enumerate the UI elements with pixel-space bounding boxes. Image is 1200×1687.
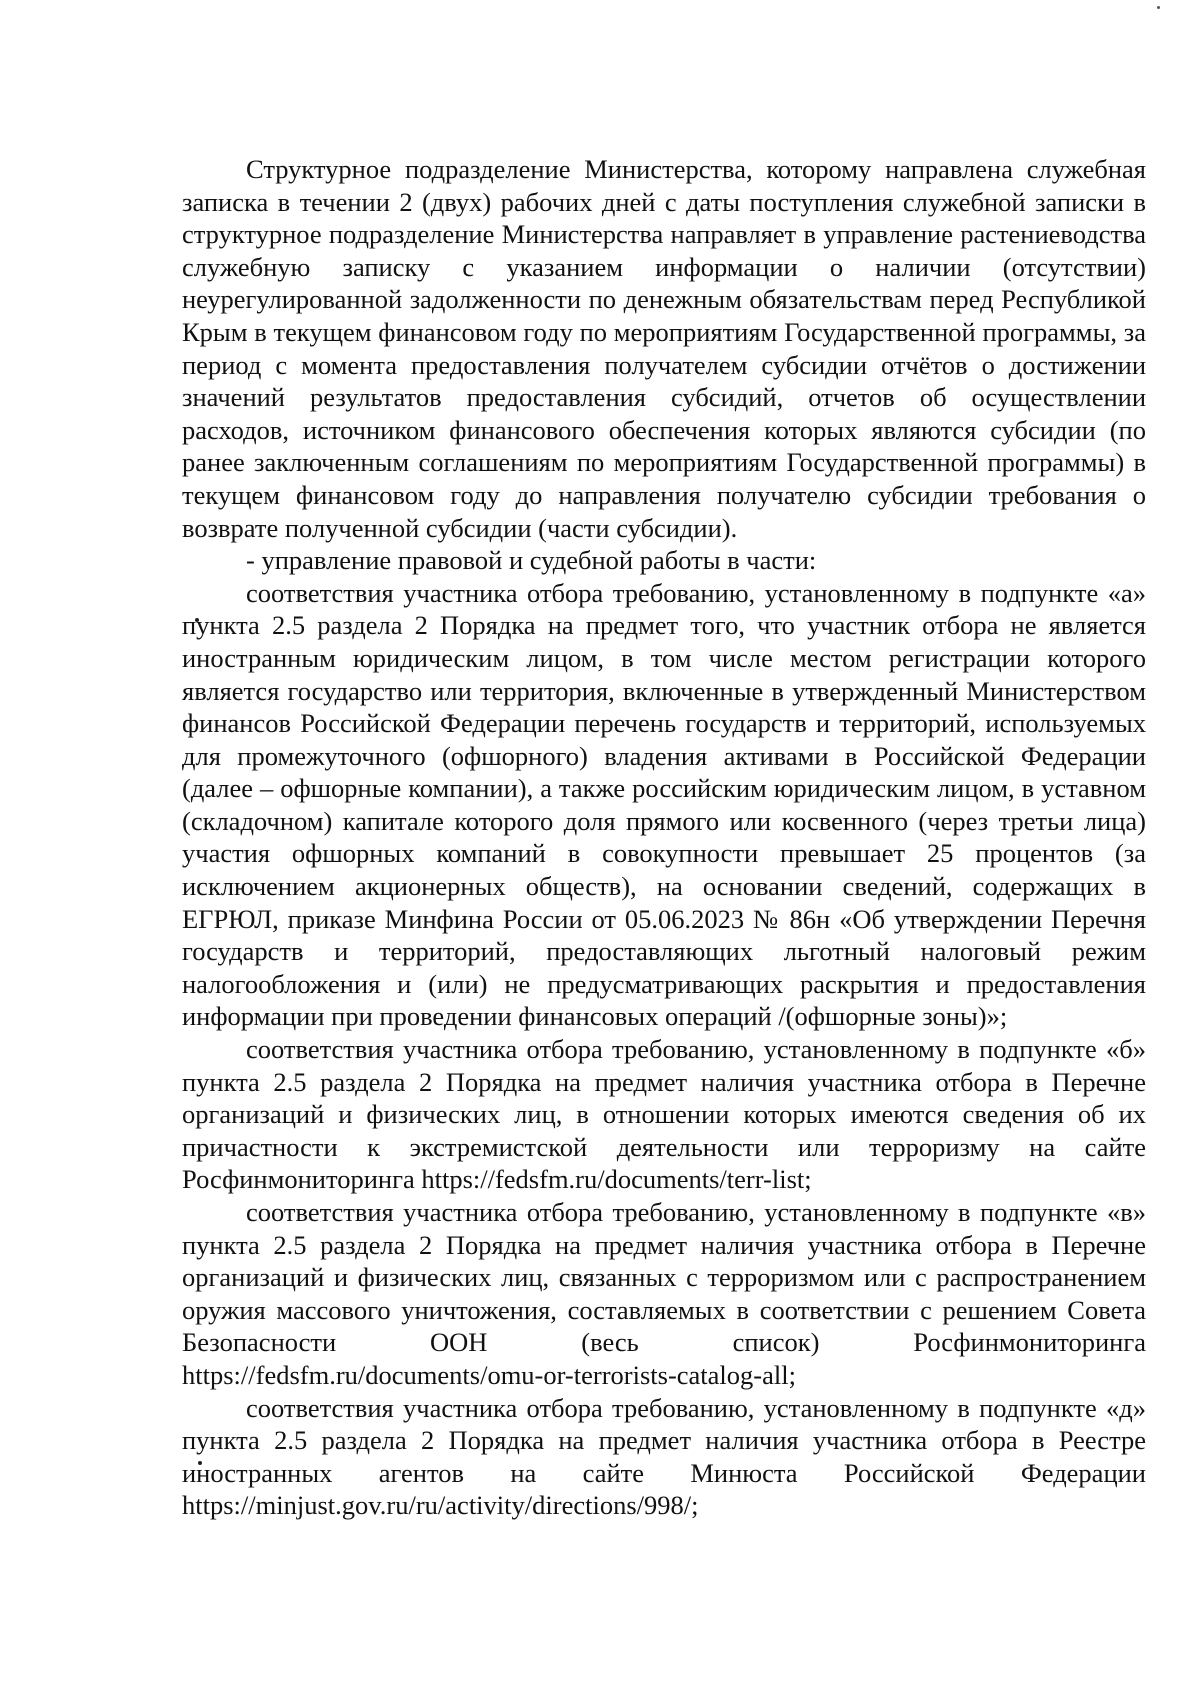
paragraph-legal-department: - управление правовой и судебной работы в части:	[246, 545, 817, 576]
paragraph-requirement-a: соответствия участника отбора требованию, установленному в подпункте «а» пункта 2.5 раздела 2 Порядка на предмет того, что участник отбора не является иностранным юридическим лицом, в том числе местом регистрации которого является государство или территория, включенные в утвержденный Министерством финансов Российской Федерации перечень государств и территорий, используемых для промежуточного (офшорного) владения активами в Российской Федерации (далее – офшорные компании), а также российским юридическим лицом, в уставном (складочном) капитале которого доля прямого или косвенного (через третьи лица) участия офшорных компаний в совокупности превышает 25 процентов (за исключением акционерных обществ), на основании сведений, содержащих в ЕГРЮЛ, приказе Минфина России от 05.06.2023 № 86н «Об утверждении Перечня государств и территорий, предоставляющих льготный налоговый режим налогообложения и (или) не предусматривающих раскрытия и предоставления информации при проведении финансовых операций /(офшорные зоны)»;	[182, 577, 1146, 1032]
paragraph-requirement-d: соответствия участника отбора требованию, установленному в подпункте «д» пункта 2.5 раздела 2 Порядка на предмет наличия участника отбора в Реестре иностранных агентов на сайте Минюста Российской Федерации https://minjust.gov.ru/ru/activity/directions/998/;	[182, 1392, 1146, 1521]
paragraph-requirement-b: соответствия участника отбора требованию, установленному в подпункте «б» пункта 2.5 раздела 2 Порядка на предмет наличия участника отбора в Перечне организаций и физических лиц, в отношении которых имеются сведения об их причастности к экстремистской деятельности или терроризму на сайте Росфинмониторинга https://fedsfm.ru/documents/terr-list;	[182, 1034, 1146, 1195]
scan-speck	[1157, 6, 1160, 9]
paragraph-intro: Структурное подразделение Министерства, которому направлена служебная записка в течении 2 (двух) рабочих дней с даты поступления служебной записки в структурное подразделение Министерства направляет в управление растениеводства служебную записку с указанием информации о наличии (отсутствии) неурегулированной задолженности по денежным обязательствам перед Республикой Крым в текущем финансовом году по мероприятиям Государственной программы, за период с момента предоставления получателем субсидии отчётов о достижении значений результатов предоставления субсидий, отчетов об осуществлении расходов, источником финансового обеспечения которых являются субсидии (по ранее заключенным соглашениям по мероприятиям Государственной программы) в текущем финансовом году до направления получателю субсидии требования о возврате полученной субсидии (части субсидии).	[182, 154, 1146, 543]
paragraph-requirement-v: соответствия участника отбора требованию, установленному в подпункте «в» пункта 2.5 раздела 2 Порядка на предмет наличия участника отбора в Перечне организаций и физических лиц, связанных с терроризмом или с распространением оружия массового уничтожения, составляемых в соответствии с решением Совета Безопасности ООН (весь список) Росфинмониторинга https://fedsfm.ru/documents/omu-or-terrorists-catalog-all;	[182, 1197, 1146, 1390]
document-body	[182, 153, 1146, 1522]
